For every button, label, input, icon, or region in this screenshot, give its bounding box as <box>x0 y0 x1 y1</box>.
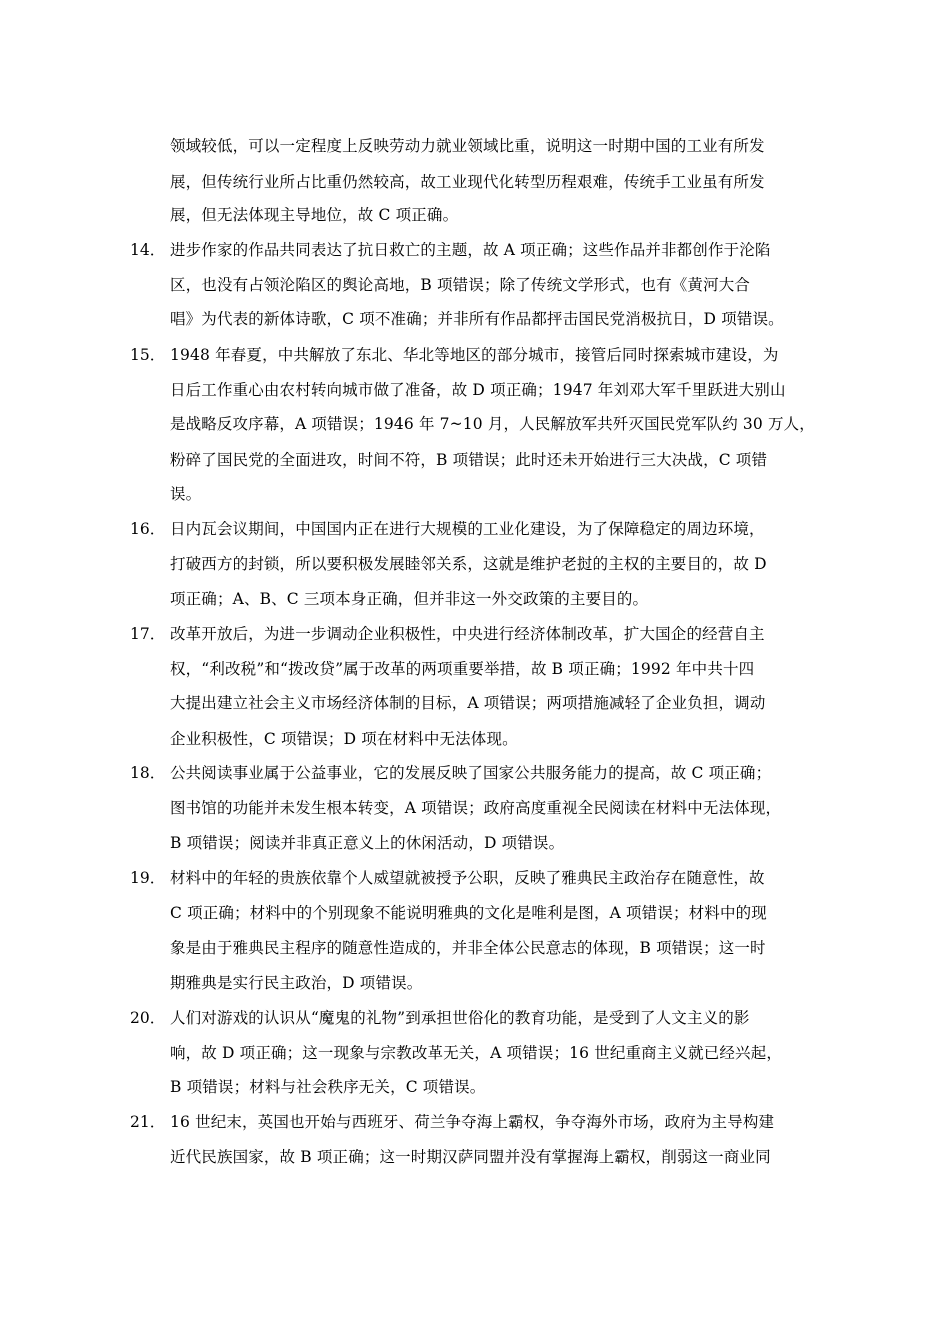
answer-line: 公共阅读事业属于公益事业，它的发展反映了国家公共服务能力的提高，故 C 项正确； <box>170 764 772 782</box>
answer-line: B 项错误；阅读并非真正意义上的休闲活动，D 项错误。 <box>170 834 565 852</box>
answer-line: 材料中的年轻的贵族依靠个人威望就被授予公职，反映了雅典民主政治存在随意性，故 <box>170 869 765 887</box>
continuation-line: 展，但传统行业所占比重仍然较高，故工业现代化转型历程艰难，传统手工业虽有所发 <box>170 173 765 191</box>
answer-line: 唱》为代表的新体诗歌，C 项不准确；并非所有作品都抨击国民党消极抗日，D 项错误。 <box>170 310 784 328</box>
answer-line: 打破西方的封锁，所以要积极发展睦邻关系，这就是维护老挝的主权的主要目的，故 D <box>170 555 767 573</box>
answer-line: 图书馆的功能并未发生根本转变，A 项错误；政府高度重视全民阅读在材料中无法体现， <box>170 799 782 817</box>
question-number: 20． <box>130 1009 166 1027</box>
answer-line: 区，也没有占领沦陷区的舆论高地，B 项错误；除了传统文学形式，也有《黄河大合 <box>170 276 751 294</box>
answer-line: 项正确；A、B、C 三项本身正确，但并非这一外交政策的主要目的。 <box>170 590 649 608</box>
question-number: 16． <box>130 520 166 538</box>
answer-line: B 项错误；材料与社会秩序无关，C 项错误。 <box>170 1078 486 1096</box>
answer-line: 16 世纪末，英国也开始与西班牙、荷兰争夺海上霸权，争夺海外市场，政府为主导构建 <box>170 1113 775 1131</box>
answer-line: 权，“利改税”和“拨改贷”属于改革的两项重要举措，故 B 项正确；1992 年中共十四 <box>170 660 755 678</box>
answer-line: 人们对游戏的认识从“魔鬼的礼物”到承担世俗化的教育功能，是受到了人文主义的影 <box>170 1009 750 1027</box>
answer-line: 1948 年春夏，中共解放了东北、华北等地区的部分城市，接管后同时探索城市建设，为 <box>170 346 779 364</box>
answer-line: 改革开放后，为进一步调动企业积极性，中央进行经济体制改革，扩大国企的经营自主 <box>170 625 765 643</box>
question-number: 19． <box>130 869 166 887</box>
answer-line: 象是由于雅典民主程序的随意性造成的，并非全体公民意志的体现，B 项错误；这一时 <box>170 939 766 957</box>
question-number: 21． <box>130 1113 166 1131</box>
answer-line: 日内瓦会议期间，中国国内正在进行大规模的工业化建设，为了保障稳定的周边环境， <box>170 520 765 538</box>
answer-line: 粉碎了国民党的全面进攻，时间不符，B 项错误；此时还未开始进行三大决战，C 项错 <box>170 451 768 469</box>
continuation-line: 展，但无法体现主导地位，故 C 项正确。 <box>170 206 459 224</box>
answer-line: 期雅典是实行民主政治，D 项错误。 <box>170 974 423 992</box>
answer-line: 日后工作重心由农村转向城市做了准备，故 D 项正确；1947 年刘邓大军千里跃进大别山 <box>170 381 786 399</box>
continuation-line: 领域较低，可以一定程度上反映劳动力就业领域比重，说明这一时期中国的工业有所发 <box>170 137 765 155</box>
answer-line: 是战略反攻序幕，A 项错误；1946 年 7~10 月，人民解放军共歼灭国民党军队约 30 万人， <box>170 415 815 433</box>
answer-line: 大提出建立社会主义市场经济体制的目标，A 项错误；两项措施减轻了企业负担，调动 <box>170 694 766 712</box>
answer-line: 误。 <box>170 485 202 503</box>
answer-line: C 项正确；材料中的个别现象不能说明雅典的文化是唯利是图，A 项错误；材料中的现 <box>170 904 767 922</box>
question-number: 17． <box>130 625 166 643</box>
question-number: 14． <box>130 241 166 259</box>
question-number: 18． <box>130 764 166 782</box>
question-number: 15． <box>130 346 166 364</box>
answer-line: 响，故 D 项正确；这一现象与宗教改革无关，A 项错误；16 世纪重商主义就已经兴起， <box>170 1044 783 1062</box>
answer-line: 近代民族国家，故 B 项正确；这一时期汉萨同盟并没有掌握海上霸权，削弱这一商业同 <box>170 1148 771 1166</box>
answer-line: 进步作家的作品共同表达了抗日救亡的主题，故 A 项正确；这些作品并非都创作于沦陷 <box>170 241 771 259</box>
answer-line: 企业积极性，C 项错误；D 项在材料中无法体现。 <box>170 730 518 748</box>
